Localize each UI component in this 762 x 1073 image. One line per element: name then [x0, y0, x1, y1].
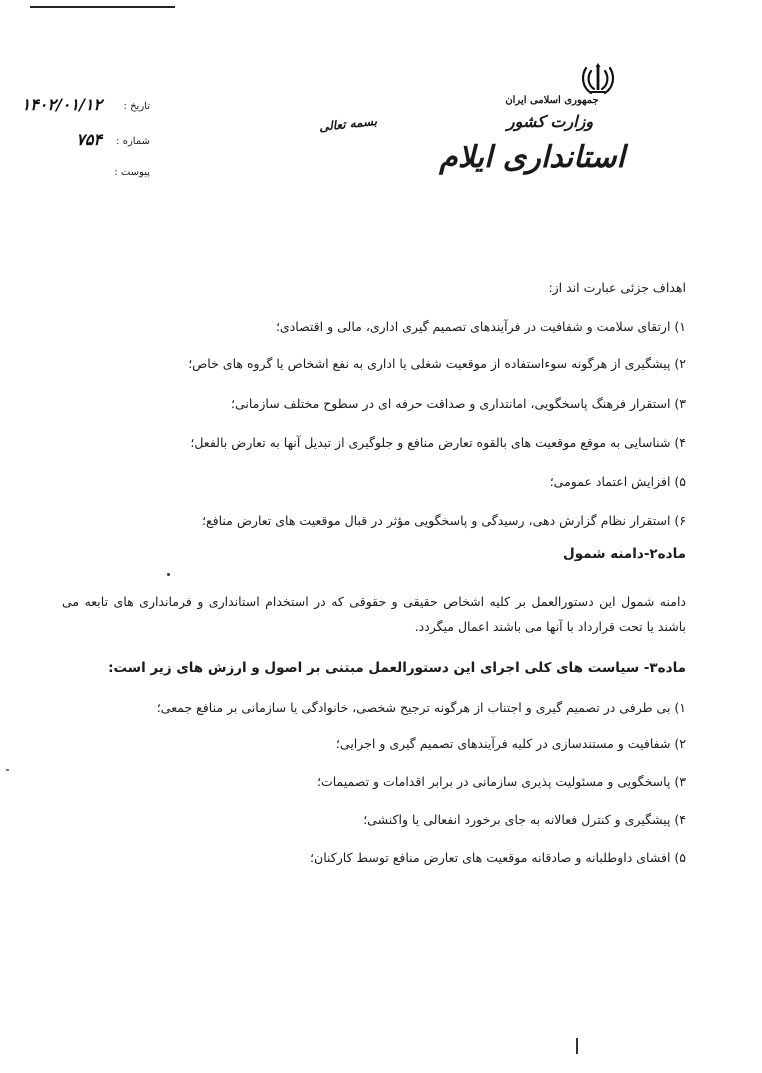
date-value: ۱۴۰۲/۰۱/۱۲ [21, 95, 102, 114]
policy-item-1: ۱) بی طرفی در تصمیم گیری و اجتناب از هرگونه ترجیح شخصی، خانوادگی یا سازمانی بر منافع جمعی؛ [156, 700, 686, 715]
footer-mark [576, 1038, 578, 1054]
number-label: شماره : [116, 136, 150, 147]
policy-item-2: ۲) شفافیت و مستندسازی در کلیه فرآیندهای تصمیم گیری و اجرایی؛ [335, 736, 686, 751]
governorate-title: استانداری ایلام [439, 140, 625, 175]
attachment-label: پیوست : [114, 167, 150, 178]
policy-item-5: ۵) افشای داوطلبانه و صادقانه موقعیت های تعارض منافع توسط کارکنان؛ [310, 850, 686, 865]
republic-title: جمهوری اسلامی ایران [505, 95, 599, 106]
iran-emblem-icon [580, 62, 616, 96]
number-value: ۷۵۴ [76, 130, 102, 149]
margin-mark [6, 769, 9, 771]
objective-item-2: ۲) پیشگیری از هرگونه سوءاستفاده از موقعیت شغلی یا اداری به نفع اشخاص یا گروه های خاص؛ [188, 356, 686, 371]
policy-item-3: ۳) پاسخگویی و مسئولیت پذیری سازمانی در برابر اقدامات و تصمیمات؛ [316, 774, 686, 789]
stray-mark [167, 573, 170, 576]
objective-item-4: ۴) شناسایی به موقع موقعیت های بالقوه تعارض منافع و جلوگیری از تبدیل آنها به تعارض بالفعل؛ [190, 435, 686, 450]
objectives-intro: اهداف جزئی عبارت اند از: [548, 280, 686, 295]
top-rule [30, 6, 175, 8]
date-field [21, 95, 150, 118]
ministry-title: وزارت کشور [506, 112, 594, 131]
objective-item-5: ۵) افزایش اعتماد عمومی؛ [549, 474, 686, 489]
article3-heading: ماده۳- سیاست های کلی اجرای این دستورالعمل مبتنی بر اصول و ارزش های زیر است: [108, 660, 686, 676]
policy-item-4: ۴) پیشگیری و کنترل فعالانه به جای برخورد انفعالی یا واکنشی؛ [363, 812, 686, 827]
objective-item-3: ۳) استقرار فرهنگ پاسخگویی، امانتداری و صداقت حرفه ای در سطوح مختلف سازمانی؛ [230, 396, 686, 411]
article2-heading: ماده۲-دامنه شمول [563, 546, 686, 562]
article2-body: دامنه شمول این دستورالعمل بر کلیه اشخاص حقیقی و حقوقی که در استخدام استانداری و فرمانداری های تابعه می باشند یا تحت قرارداد با آنها می باشند اعمال میگردد. [62, 594, 686, 634]
objective-item-6: ۶) استقرار نظام گزارش دهی، رسیدگی و پاسخگویی مؤثر در قبال موقعیت های تعارض منافع؛ [201, 513, 686, 528]
invocation: بسمه تعالی [318, 114, 378, 134]
number-field [30, 130, 150, 153]
date-label: تاریخ : [123, 101, 150, 112]
attachment-field [30, 164, 150, 184]
objective-item-1: ۱) ارتقای سلامت و شفافیت در فرآیندهای تصمیم گیری اداری، مالی و اقتصادی؛ [275, 319, 686, 334]
